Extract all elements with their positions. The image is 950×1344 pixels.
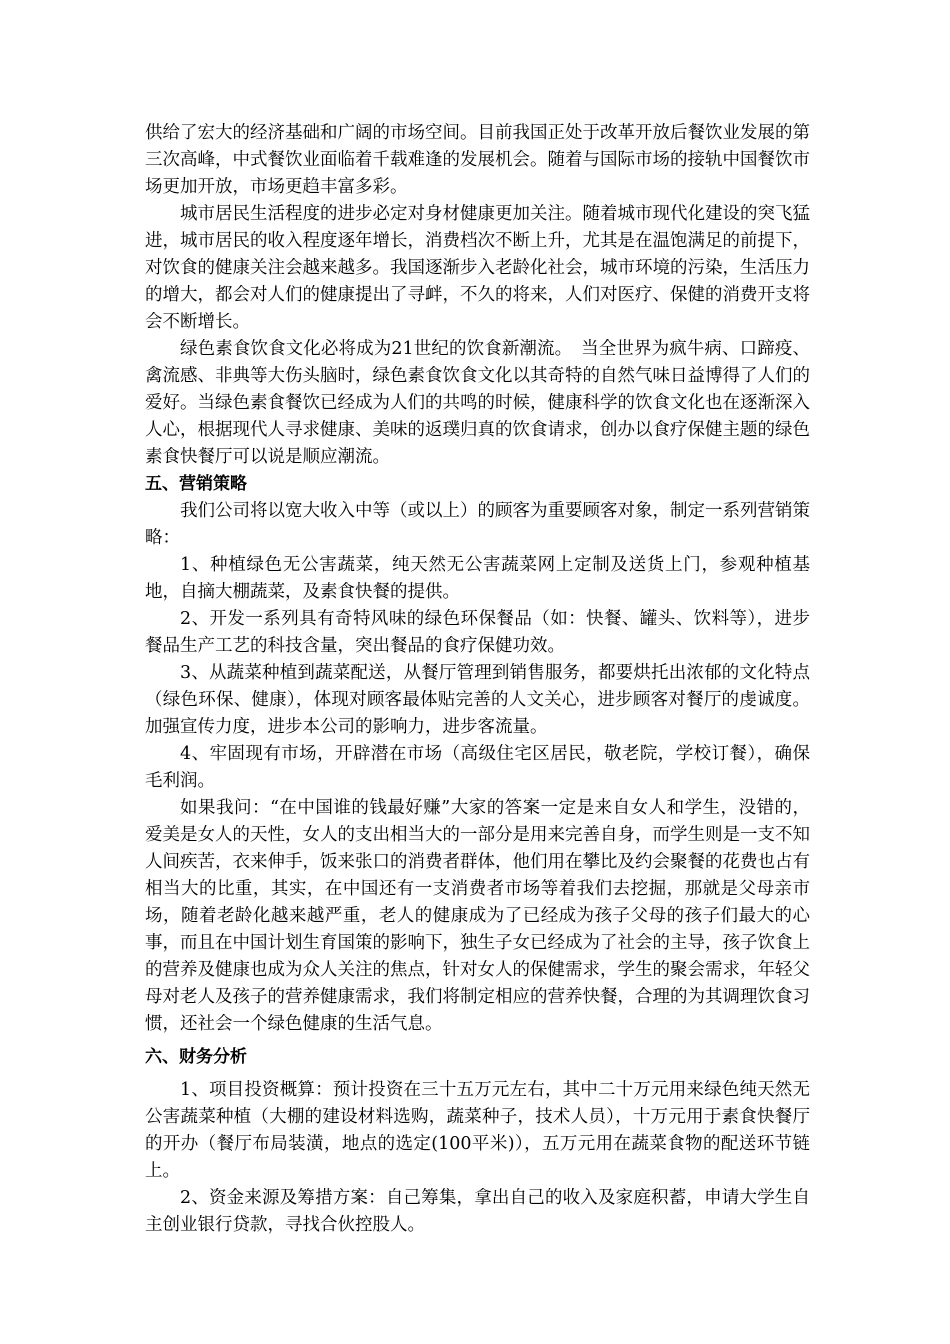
- trend-paragraph: 绿色素食饮食文化必将成为21世纪的饮食新潮流。 当全世界为疯牛病、口蹄疫、禽流感、非典等大伤头脑时，绿色素食饮食文化以其奇特的自然气味日益博得了人们的爱好。当绿色素食餐饮已经成为人们的共鸣的时候，健康科学的饮食文化也在逐渐深入人心，根据现代人寻求健康、美味的返璞归真的饮食请求，创办以食疗保健主题的绿色素食快餐厅可以说是顺应潮流。: [145, 339, 810, 467]
- document-page: [145, 120, 810, 1239]
- marketing-item-3: 3、从蔬菜种植到蔬菜配送，从餐厅管理到销售服务，都要烘托出浓郁的文化特点（绿色环保、健康），体现对顾客最体贴完善的人文关心，进步顾客对餐厅的虔诚度。加强宣传力度，进步本公司的影响力，进步客流量。: [145, 663, 810, 737]
- marketing-item-2: 2、开发一系列具有奇特风味的绿色环保餐品（如：快餐、罐头、饮料等），进步餐品生产工艺的科技含量，突出餐品的食疗保健功效。: [145, 609, 810, 656]
- marketing-item-1: 1、种植绿色无公害蔬菜，纯天然无公害蔬菜网上定制及送货上门，参观种植基地，自摘大棚蔬菜，及素食快餐的提供。: [145, 555, 810, 602]
- finance-item-1: 1、项目投资概算：预计投资在三十五万元左右，其中二十万元用来绿色纯天然无公害蔬菜种植（大棚的建设材料选购，蔬菜种子，技术人员），十万元用于素食快餐厅的开办（餐厅布局装潢，地点的选定(100平米)），五万元用在蔬菜食物的配送环节链上。: [145, 1080, 810, 1181]
- marketing-item-4: 4、牢固现有市场，开辟潜在市场（高级住宅区居民，敬老院，学校订餐），确保毛利润。: [145, 744, 810, 791]
- marketing-intro-paragraph: 我们公司将以宽大收入中等（或以上）的顾客为重要顾客对象，制定一系列营销策略：: [145, 501, 810, 548]
- intro-continuation-paragraph: 供给了宏大的经济基础和广阔的市场空间。目前我国正处于改革开放后餐饮业发展的第三次高峰，中式餐饮业面临着千载难逢的发展机会。随着与国际市场的接轨中国餐饮市场更加开放，市场更趋丰富多彩。: [145, 123, 810, 197]
- section-5-heading: 五、营销策略: [145, 474, 247, 494]
- health-paragraph: 城市居民生活程度的进步必定对身材健康更加关注。随着城市现代化建设的突飞猛进，城市居民的收入程度逐年增长，消费档次不断上升，尤其是在温饱满足的前提下，对饮食的健康关注会越来越多。我国逐渐步入老龄化社会，城市环境的污染，生活压力的增大，都会对人们的健康提出了寻衅，不久的将来，人们对医疗、保健的消费开支将会不断增长。: [145, 204, 810, 332]
- finance-item-2: 2、资金来源及筹措方案：自己筹集，拿出自己的收入及家庭积蓄，申请大学生自主创业银行贷款，寻找合伙控股人。: [145, 1188, 810, 1235]
- target-market-paragraph: 如果我问：“在中国谁的钱最好赚”大家的答案一定是来自女人和学生，没错的，爱美是女人的天性，女人的支出相当大的一部分是用来完善自身，而学生则是一支不知人间疾苦，衣来伸手，饭来张口的消费者群体，他们用在攀比及约会聚餐的花费也占有相当大的比重，其实，在中国还有一支消费者市场等着我们去挖掘，那就是父母亲市场，随着老龄化越来越严重，老人的健康成为了已经成为孩子父母的孩子们最大的心事，而且在中国计划生育国策的影响下，独生子女已经成为了社会的主导，孩子饮食上的营养及健康也成为众人关注的焦点，针对女人的保健需求，学生的聚会需求，年轻父母对老人及孩子的营养健康需求，我们将制定相应的营养快餐，合理的为其调理饮食习惯，还社会一个绿色健康的生活气息。: [145, 798, 810, 1034]
- section-6-heading: 六、财务分析: [145, 1047, 247, 1067]
